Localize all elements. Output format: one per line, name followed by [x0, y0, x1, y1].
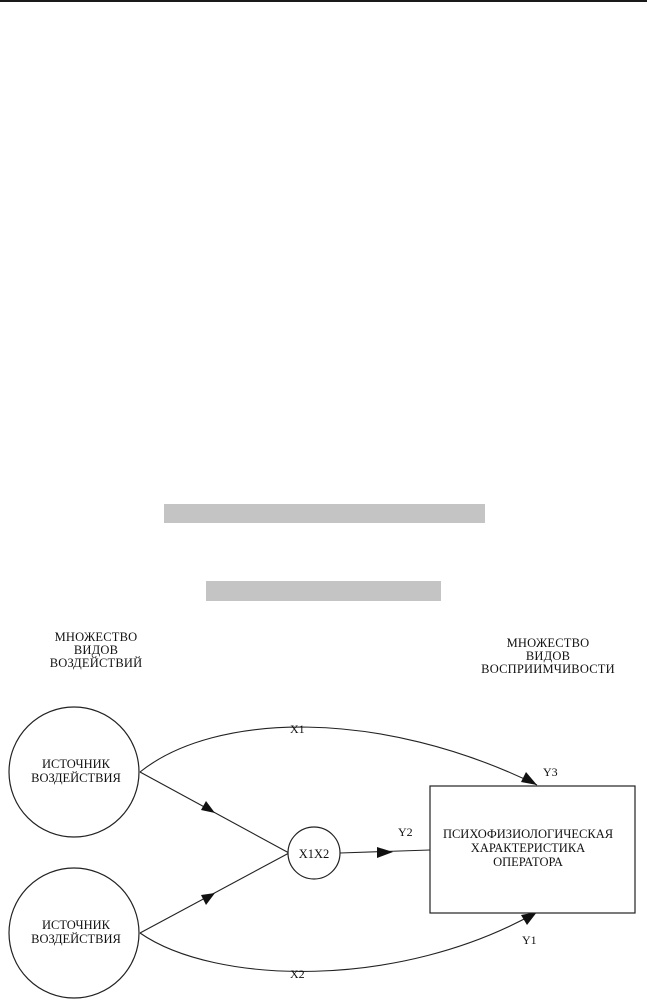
arrowhead-source-top [201, 801, 215, 813]
label-impact-set-line-2: ВИДОВ [73, 643, 119, 657]
edge-label-x2: X2 [290, 967, 305, 981]
edge-label-y2: Y2 [398, 825, 413, 839]
edge-label-y1: Y1 [522, 933, 537, 947]
label-impact-set-line-1: МНОЖЕСТВО [54, 630, 138, 644]
arrowhead-y3 [521, 772, 537, 785]
combiner-label: X1X2 [298, 847, 330, 861]
label-susceptibility-set-line-1: МНОЖЕСТВО [506, 636, 590, 650]
edge-label-y3: Y3 [543, 765, 558, 779]
arrowhead-y2 [377, 847, 393, 858]
source-bottom-label-line-1: ИСТОЧНИК [41, 918, 111, 932]
label-susceptibility-set-line-3: ВОСПРИИМЧИВОСТИ [481, 662, 615, 676]
edge-x2 [140, 912, 537, 971]
edge-label-x1: X1 [290, 722, 305, 736]
edge-source-bottom-to-combiner [140, 853, 289, 933]
operator-label-line-2: ХАРАКТЕРИСТИКА [470, 841, 586, 855]
edge-x1 [140, 727, 537, 785]
label-susceptibility-set-line-2: ВИДОВ [525, 649, 571, 663]
label-impact-set-line-3: ВОЗДЕЙСТВИЙ [49, 656, 143, 670]
operator-label-line-1: ПСИХОФИЗИОЛОГИЧЕСКАЯ [442, 827, 614, 841]
source-bottom-label-line-2: ВОЗДЕЙСТВИЯ [31, 932, 121, 946]
source-top-label-line-2: ВОЗДЕЙСТВИЯ [31, 771, 121, 785]
arrowhead-source-bottom [201, 893, 215, 905]
source-top-label-line-1: ИСТОЧНИК [41, 757, 111, 771]
operator-label-line-3: ОПЕРАТОРА [493, 855, 563, 869]
arrowhead-y1 [521, 912, 537, 925]
